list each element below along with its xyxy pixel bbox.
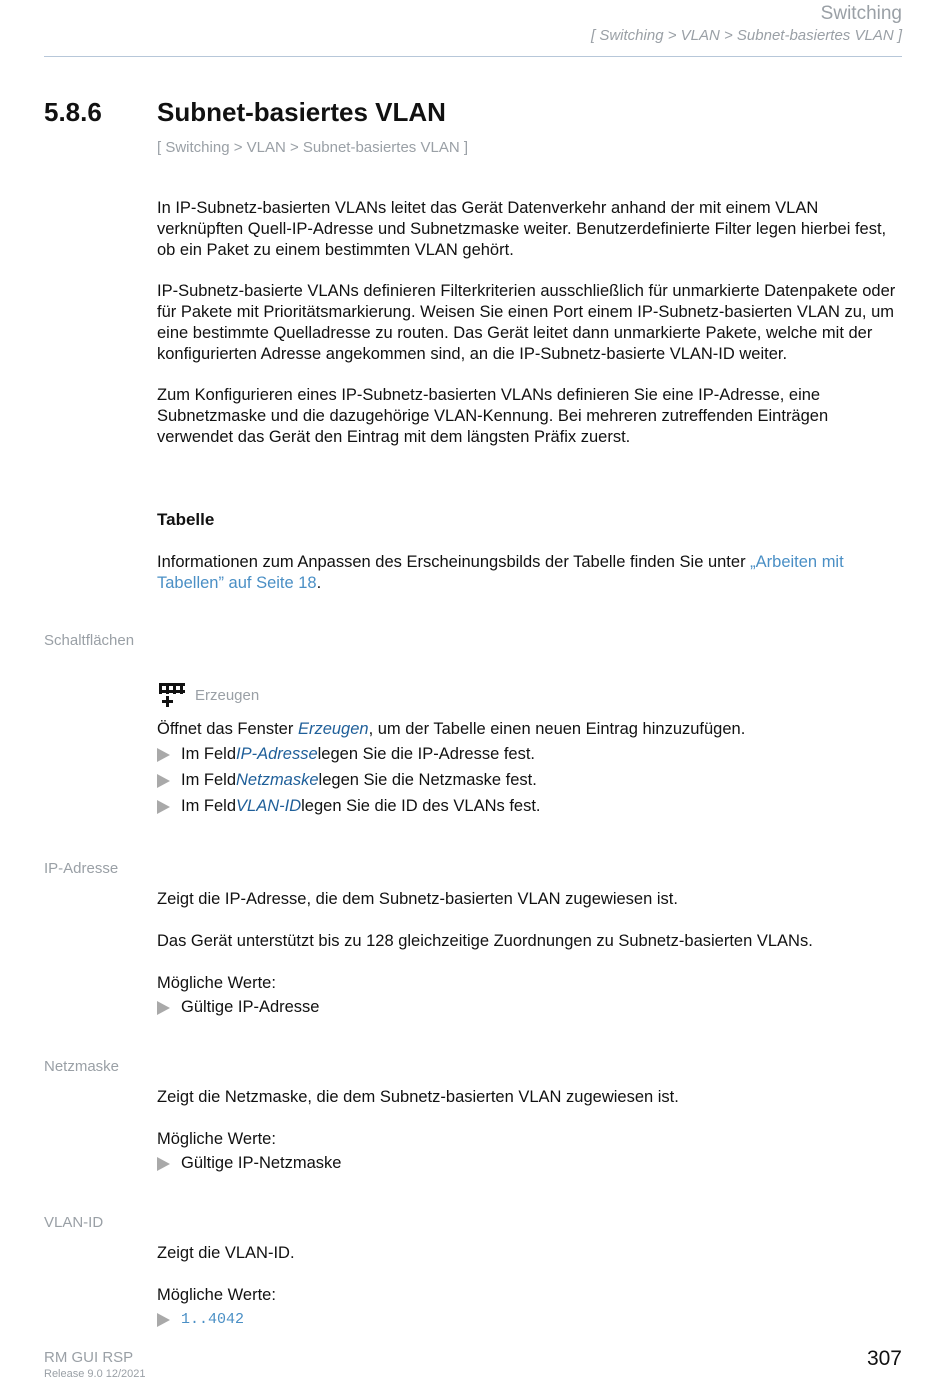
create-description: Öffnet das Fenster Erzeugen, um der Tabelle einen neuen Eintrag hinzuzufügen. (157, 720, 746, 738)
create-button-label: Erzeugen (195, 686, 260, 704)
ip-address-label: IP-Adresse (44, 860, 119, 877)
table-heading: Tabelle (157, 510, 215, 529)
bullet-triangle-icon (157, 1001, 170, 1015)
section-breadcrumb: [ Switching > VLAN > Subnet-basiertes VLAN ] (157, 139, 468, 156)
table-add-icon (157, 682, 187, 708)
buttons-label: Schaltflächen (44, 632, 135, 649)
ip-address-values-label: Mögliche Werte: (157, 974, 276, 992)
ip-address-desc: Zeigt die IP-Adresse, die dem Subnetz-basierten VLAN zugewiesen ist. (157, 890, 678, 908)
bullet-triangle-icon (157, 1313, 170, 1327)
table-help-link[interactable]: „Arbeiten mit Tabellen” auf Seite 18 (157, 553, 844, 592)
section-title: Subnet-basiertes VLAN (157, 97, 446, 127)
footer-doc-name: RM GUI RSP (44, 1349, 134, 1366)
ip-address-limit-desc: Das Gerät unterstützt bis zu 128 gleichzeitige Zuordnungen zu Subnetz-basierten VLANs. (157, 932, 813, 950)
intro-paragraph-3: Zum Konfigurieren eines IP-Subnetz-basierten VLANs definieren Sie eine IP-Adresse, eine Subnetzmaske und die dazugehörige VLAN-Kennung. Bei mehreren zutreffenden Einträgen verwendet das Gerät den Eintrag mit dem längsten Präfix zuerst. (157, 386, 829, 446)
vlan-id-value: 1..4042 (157, 1311, 244, 1328)
intro-paragraph-2: IP-Subnetz-basierte VLANs definieren Filterkriterien ausschließlich für unmarkierte Datenpakete oder für Pakete mit Prioritätsmarkierung. Weisen Sie einen Port einem IP-Subnetz-basierten VLAN zu, um eine bestimmte Quelladresse zu routen. Das Gerät leitet dann unmarkierte Pakete, welche mit der konfigurierten Adresse angekommen sind, an die IP-Subnetz-basierte VLAN-ID weiter. (157, 282, 896, 363)
bullet-triangle-icon (157, 774, 170, 788)
vlan-id-values-label: Mögliche Werte: (157, 1286, 276, 1304)
netmask-value: Gültige IP-Netzmaske (157, 1154, 341, 1173)
create-button[interactable] (157, 682, 259, 708)
table-info-paragraph: Informationen zum Anpassen des Erscheinungsbilds der Tabelle finden Sie unter „Arbeiten mit Tabellen” auf Seite 18. (157, 553, 844, 592)
footer-release: Release 9.0 12/2021 (44, 1368, 146, 1380)
create-bullet-vlanid: Im Feld VLAN-ID legen Sie die ID des VLANs fest. (157, 797, 541, 816)
netmask-desc: Zeigt die Netzmaske, die dem Subnetz-basierten VLAN zugewiesen ist. (157, 1088, 679, 1106)
ip-address-value: Gültige IP-Adresse (157, 998, 319, 1017)
header-breadcrumb: [ Switching > VLAN > Subnet-basiertes VLAN ] (591, 27, 902, 44)
netmask-values-label: Mögliche Werte: (157, 1130, 276, 1148)
bullet-triangle-icon (157, 800, 170, 814)
vlan-id-desc: Zeigt die VLAN-ID. (157, 1244, 295, 1262)
create-bullet-ip: Im Feld IP-Adresse legen Sie die IP-Adresse fest. (157, 745, 535, 764)
section-number: 5.8.6 (44, 97, 102, 127)
page-number: 307 (866, 1347, 902, 1370)
create-bullet-netmask: Im Feld Netzmaske legen Sie die Netzmaske fest. (157, 771, 537, 790)
vlan-id-label: VLAN-ID (44, 1214, 104, 1231)
header-title: Switching (820, 3, 902, 24)
netmask-label: Netzmaske (44, 1058, 120, 1075)
header-divider (44, 56, 902, 57)
bullet-triangle-icon (157, 748, 170, 762)
intro-paragraph-1: In IP-Subnetz-basierten VLANs leitet das Gerät Datenverkehr anhand der mit einem VLAN verknüpften Quell-IP-Adresse und Subnetzmaske weiter. Benutzerdefinierte Filter legen hierbei fest, ob ein Paket zu einem bestimmten VLAN gehört. (157, 199, 887, 259)
bullet-triangle-icon (157, 1157, 170, 1171)
